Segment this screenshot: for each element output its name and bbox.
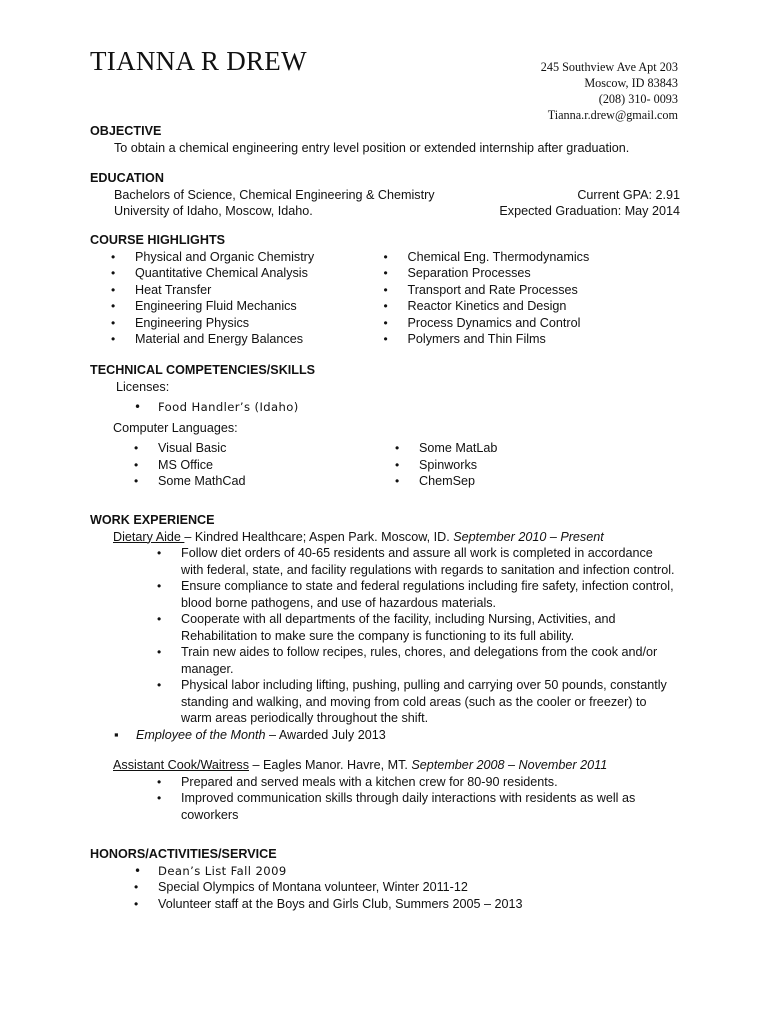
list-item: • Ensure compliance to state and federal regulations including fire safety, infection control, blood borne pathogens, and use of hazardous materials. (181, 578, 677, 611)
list-item: • Some MatLab (419, 440, 680, 457)
address-line-1: 245 Southview Ave Apt 203 (540, 60, 678, 74)
objective-section (90, 123, 680, 156)
list-item: • Special Olympics of Montana volunteer, Winter 2011-12 (158, 879, 680, 896)
languages-right-list (419, 440, 680, 490)
list-item: • Transport and Rate Processes (408, 282, 681, 299)
languages-columns (90, 440, 680, 490)
honors-list (90, 863, 680, 913)
job1-employer: – Kindred Healthcare; Aspen Park. Moscow, ID. (184, 529, 454, 544)
licenses-list (90, 399, 680, 416)
list-item: • Engineering Fluid Mechanics (135, 298, 408, 315)
award-detail: – Awarded July 2013 (265, 727, 386, 742)
list-item: • Dean’s List Fall 2009 (158, 863, 680, 880)
gpa: Current GPA: 2.91 (577, 187, 680, 202)
job1-bullets (90, 545, 677, 727)
list-item: • Follow diet orders of 40-65 residents and assure all work is completed in accordance with federal, state, and facility regulations with regards to sanitation and infection control. (181, 545, 677, 578)
list-item: • Polymers and Thin Films (408, 331, 681, 348)
list-item: • Cooperate with all departments of the facility, including Nursing, Activities, and Rehabilitation to make sure the company is functioning to its full ability. (181, 611, 677, 644)
list-item: • Improved communication skills through daily interactions with residents as well as coworkers (181, 790, 677, 823)
list-item: • Some MathCad (158, 473, 419, 490)
job1-header (90, 529, 680, 546)
list-item: • Spinworks (419, 457, 680, 474)
list-item: • Reactor Kinetics and Design (408, 298, 681, 315)
list-item: • Volunteer staff at the Boys and Girls Club, Summers 2005 – 2013 (158, 896, 680, 913)
phone-number: (208) 310- 0093 (598, 92, 678, 106)
skills-section (90, 362, 680, 490)
school: University of Idaho, Moscow, Idaho. (114, 204, 313, 218)
list-item: • Train new aides to follow recipes, rules, chores, and delegations from the cook and/or manager. (181, 644, 677, 677)
courses-columns (90, 249, 680, 348)
list-item: • Visual Basic (158, 440, 419, 457)
job2-header (90, 757, 680, 774)
list-item: • Engineering Physics (135, 315, 408, 332)
list-item: • MS Office (158, 457, 419, 474)
job2-dates: September 2008 – November 2011 (411, 758, 608, 772)
education-row-2 (90, 203, 680, 220)
list-item: • Prepared and served meals with a kitchen crew for 80-90 residents. (181, 774, 677, 791)
job2-employer: – Eagles Manor. Havre, MT. (249, 758, 412, 772)
list-item: • Process Dynamics and Control (408, 315, 681, 332)
education-heading: EDUCATION (90, 171, 164, 185)
degree: Bachelors of Science, Chemical Engineering & Chemistry (114, 187, 435, 202)
list-item: • ChemSep (419, 473, 680, 490)
list-item: • Separation Processes (408, 265, 681, 282)
courses-section (90, 232, 680, 348)
objective-heading: OBJECTIVE (90, 124, 162, 138)
contact-block (541, 59, 678, 123)
job2-title: Assistant Cook/Waitress (113, 758, 250, 772)
list-item (136, 727, 680, 744)
courses-right-list (408, 249, 681, 348)
work-heading: WORK EXPERIENCE (90, 513, 215, 527)
job1-title: Dietary Aide (113, 529, 185, 544)
award-title: Employee of the Month (136, 727, 266, 742)
courses-heading: COURSE HIGHLIGHTS (90, 233, 226, 247)
applicant-name: TIANNA R DREW (90, 46, 307, 76)
courses-left-list (135, 249, 408, 348)
job1-dates: September 2010 – Present (453, 529, 604, 544)
languages-left-list (158, 440, 419, 490)
list-item: • Quantitative Chemical Analysis (135, 265, 408, 282)
list-item: • Food Handler’s (Idaho) (158, 399, 680, 416)
education-row-1 (90, 187, 680, 204)
address-line-2: Moscow, ID 83843 (584, 76, 678, 90)
honors-heading: HONORS/ACTIVITIES/SERVICE (90, 847, 277, 861)
job2-bullets (90, 774, 677, 824)
list-item: • Chemical Eng. Thermodynamics (408, 249, 681, 266)
honors-section (90, 846, 680, 912)
skills-heading: TECHNICAL COMPETENCIES/SKILLS (90, 363, 316, 377)
objective-text: To obtain a chemical engineering entry level position or extended internship after graduation. (114, 140, 630, 155)
list-item: • Physical labor including lifting, pushing, pulling and carrying over 50 pounds, constantly standing and walking, and moving from cold areas (such as the cooler or freezer) to warm areas periodically throughout the shift. (181, 677, 677, 727)
email-address: Tianna.r.drew@gmail.com (547, 108, 678, 122)
list-item: • Material and Energy Balances (135, 331, 408, 348)
languages-label: Computer Languages: (113, 420, 238, 435)
list-item: • Heat Transfer (135, 282, 408, 299)
job1-award-list (90, 727, 680, 744)
education-section (90, 170, 680, 220)
graduation-date: Expected Graduation: May 2014 (499, 204, 680, 218)
work-section (90, 512, 680, 823)
list-item: • Physical and Organic Chemistry (135, 249, 408, 266)
licenses-label: Licenses: (116, 379, 170, 394)
